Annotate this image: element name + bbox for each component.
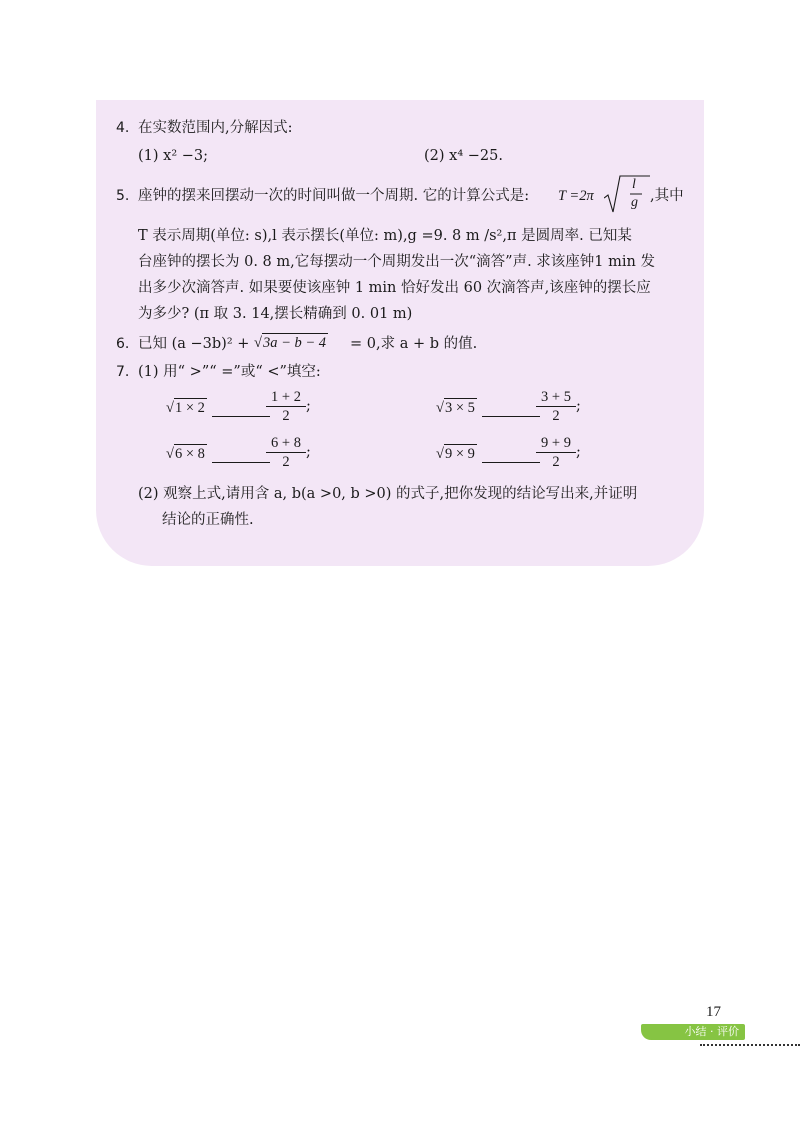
page-number: 17 [706, 1004, 721, 1020]
compare-item-1-radicand: 1 × 2 [174, 400, 205, 416]
radical-sign-icon [604, 174, 650, 216]
problem-5-line-2: T 表示周期(单位: s),l 表示摆长(单位: m),g =9. 8 m /s²,π 是圆周率. 已知某 [138, 228, 632, 244]
compare-item-3-fraction [266, 435, 306, 471]
formula-numerator: l [632, 177, 636, 192]
compare-item-1-numerator: 1 + 2 [266, 389, 306, 407]
problem-5-line-5: 为多少? (π 取 3. 14,摆长精确到 0. 01 m) [138, 306, 413, 322]
compare-item-4-radicand: 9 × 9 [444, 446, 475, 462]
compare-item-4-numerator: 9 + 9 [536, 435, 576, 453]
compare-item-1-blank[interactable] [212, 416, 270, 417]
compare-item-3-radicand: 6 × 8 [174, 446, 205, 462]
problem-6-number: 6. [116, 336, 130, 352]
compare-item-2-numerator: 3 + 5 [536, 389, 576, 407]
compare-item-1-semicolon: ; [306, 398, 311, 414]
problem-7-number: 7. [116, 364, 130, 380]
problem-7-intro: (1) 用“ >”“ =”或“ <”填空: [138, 364, 321, 380]
compare-item-4-blank[interactable] [482, 462, 540, 463]
problem-7-part-2-line-2: 结论的正确性. [162, 512, 254, 528]
compare-item-2-fraction [536, 389, 576, 425]
compare-item-1-radical: √1 × 2 [166, 400, 205, 416]
compare-item-1-fraction [266, 389, 306, 425]
period-formula-radical [604, 174, 650, 216]
compare-item-4-radical: √9 × 9 [436, 446, 475, 462]
problem-4-part-1: (1) x² −3; [138, 148, 209, 164]
problem-5-line-1: 座钟的摆来回摆动一次的时间叫做一个周期. 它的计算公式是: [138, 188, 530, 204]
problem-6-radicand: 3a − b − 4 [262, 335, 327, 351]
compare-item-3-blank[interactable] [212, 462, 270, 463]
problem-5-line-3: 台座钟的摆长为 0. 8 m,它每摆动一个周期发出一次“滴答”声. 求该座钟1 min 发 [138, 254, 655, 270]
compare-item-2-radical: √3 × 5 [436, 400, 475, 416]
section-label-tab: 小结 · 评价 [641, 1024, 745, 1040]
compare-item-2-blank[interactable] [482, 416, 540, 417]
problem-6-text-pre: 已知 (a −3b)² + [138, 336, 250, 352]
problem-4-text: 在实数范围内,分解因式: [138, 120, 293, 136]
compare-item-3-denominator: 2 [282, 454, 290, 470]
compare-item-4-semicolon: ; [576, 444, 581, 460]
compare-item-3-radical: √6 × 8 [166, 446, 205, 462]
problem-5-number: 5. [116, 188, 130, 204]
period-formula-lhs: T =2π [558, 188, 594, 204]
compare-item-1-denominator: 2 [282, 408, 290, 424]
period-formula-tail: ,其中 [650, 188, 684, 204]
formula-denominator: g [631, 195, 638, 210]
problem-6-radical: √3a − b − 4 [254, 335, 327, 351]
problem-4-number: 4. [116, 120, 130, 136]
problem-4-part-2: (2) x⁴ −25. [424, 148, 503, 164]
compare-item-2-semicolon: ; [576, 398, 581, 414]
problem-5-line-4: 出多少次滴答声. 如果要使该座钟 1 min 恰好发出 60 次滴答声,该座钟的摆长应 [138, 280, 651, 296]
compare-item-3-numerator: 6 + 8 [266, 435, 306, 453]
compare-item-2-denominator: 2 [552, 408, 560, 424]
compare-item-4-denominator: 2 [552, 454, 560, 470]
compare-item-2-radicand: 3 × 5 [444, 400, 475, 416]
problem-7-part-2-line-1: (2) 观察上式,请用含 a, b(a >0, b >0) 的式子,把你发现的结论写出来,并证明 [138, 486, 638, 502]
problem-6-text-post: = 0,求 a + b 的值. [350, 336, 478, 352]
compare-item-4-fraction [536, 435, 576, 471]
compare-item-3-semicolon: ; [306, 444, 311, 460]
footer-dotted-line [700, 1044, 800, 1046]
